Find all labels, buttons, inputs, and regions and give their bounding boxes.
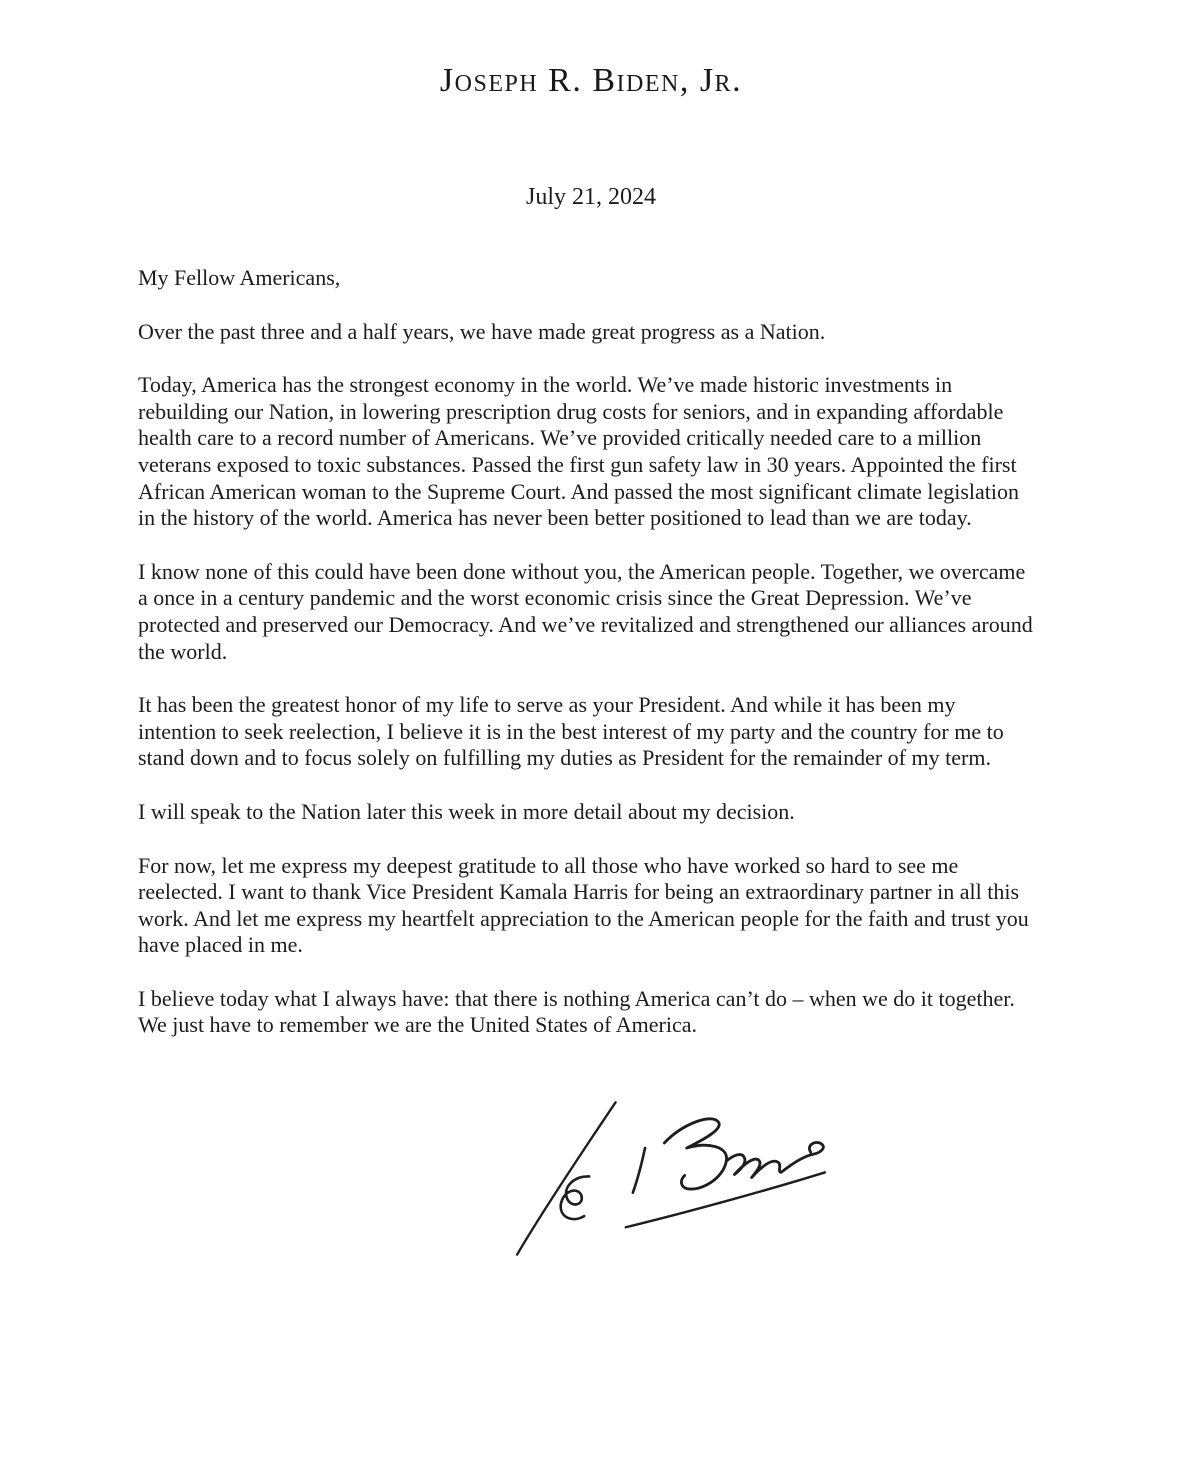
handwritten-signature-icon (512, 1096, 837, 1261)
paragraph-gratitude: For now, let me express my deepest gratitude to all those who have worked so hard to see me reelected. I want to thank Vice President Kamala Harris for being an extraordinary partner in all this work. And let me express my heartfelt appreciation to the American people for the faith and trust you have placed in me. (138, 852, 1029, 958)
paragraph-american-people: I know none of this could have been done without you, the American people. Together, we overcame a once in a century pandemic and the worst economic crisis since the Great Depression. We’ve protected and preserved our Democracy. And we’ve revitalized and strengthened our alliances around the world. (138, 558, 1033, 664)
letterhead-name: Joseph R. Biden, Jr. (439, 62, 743, 99)
letter-date: July 21, 2024 (525, 184, 656, 210)
paragraph-accomplishments: Today, America has the strongest economy in the world. We’ve made historic investments in rebuilding our Nation, in lowering prescription drug costs for seniors, and in expanding affordable health care to a record number of Americans. We’ve provided critically needed care to a million veterans exposed to toxic substances. Passed the first gun safety law in 30 years. Appointed the first African American woman to the Supreme Court. And passed the most significant climate legislation in the history of the world. America has never been better positioned to lead than we are today. (138, 372, 1020, 531)
paragraph-progress: Over the past three and a half years, we have made great progress as a Nation. (138, 318, 826, 344)
letter-body (0, 265, 1182, 1039)
paragraph-closing: I believe today what I always have: that there is nothing America can’t do – when we do it together. We just have to remember we are the United States of America. (138, 985, 1015, 1038)
letterhead (0, 0, 1182, 100)
signature-block (512, 1096, 837, 1261)
salutation: My Fellow Americans, (138, 265, 341, 290)
paragraph-speak-to-nation: I will speak to the Nation later this week in more detail about my decision. (138, 798, 795, 824)
paragraph-stand-down: It has been the greatest honor of my life to serve as your President. And while it has been my intention to seek reelection, I believe it is in the best interest of my party and the country for me to stand down and to focus solely on fulfilling my duties as President for the remainder of my term. (138, 692, 1004, 771)
